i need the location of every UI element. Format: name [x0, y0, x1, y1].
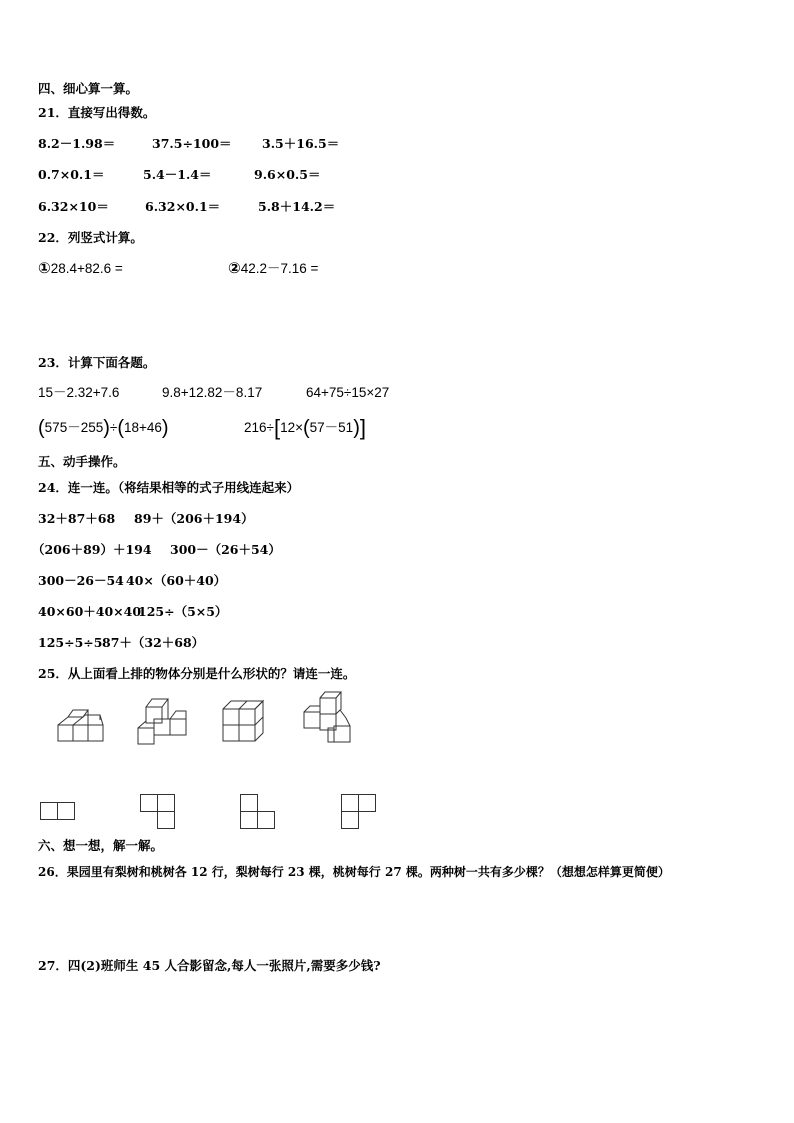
q23-expr-4-op: ÷	[109, 420, 118, 435]
q21-expr: 8.2－1.98＝	[38, 136, 116, 151]
q23-expr-2: 9.8+12.82－8.17	[162, 385, 263, 400]
cube-figure-4	[300, 690, 354, 746]
q24-right-expr: 40×（60＋40）	[126, 573, 227, 588]
q26-text: 26．果园里有梨树和桃树各 12 行，梨树每行 23 棵，桃树每行 27 棵。两种树一共有多少棵？（想想怎样算更简便）	[38, 865, 670, 879]
q21-expr: 3.5＋16.5＝	[262, 136, 340, 151]
q22-title: 22．列竖式计算。	[38, 230, 143, 245]
circled-number: ②	[228, 260, 241, 277]
q23-title: 23．计算下面各题。	[38, 355, 156, 370]
paren-open: (	[117, 417, 124, 439]
q23-expr-4	[38, 417, 169, 439]
q21-expr: 5.8＋14.2＝	[258, 199, 336, 214]
paren-open: (	[38, 417, 45, 439]
top-view-shape-2	[140, 794, 176, 830]
bracket-close: ]	[359, 415, 366, 440]
top-view-shape-1	[40, 802, 76, 820]
q24-title: 24．连一连。（将结果相等的式子用线连起来）	[38, 480, 300, 495]
q24-left-expr: 40×60＋40×40	[38, 604, 142, 619]
q22-expr: 28.4+82.6 =	[50, 261, 123, 276]
q21-expr: 9.6×0.5＝	[254, 167, 321, 182]
section-5-heading: 五、动手操作。	[38, 454, 126, 469]
q24-right-expr: 125÷（5×5）	[138, 604, 228, 619]
q24-left-expr: 32＋87＋68	[38, 511, 116, 526]
q22-item-1	[38, 261, 123, 277]
circled-number: ①	[38, 260, 51, 277]
q23-expr-4-part: 18+46	[124, 420, 162, 435]
paren-close: )	[353, 417, 360, 439]
q21-title: 21．直接写出得数。	[38, 105, 156, 120]
cube-figure-3	[220, 697, 270, 745]
top-view-shape-3	[240, 794, 276, 830]
q21-expr: 0.7×0.1＝	[38, 167, 105, 182]
q23-expr-5-part: 216÷	[244, 420, 274, 435]
q27-text: 27．四(2)班师生 45 人合影留念,每人一张照片,需要多少钱?	[38, 958, 381, 973]
paren-open: (	[302, 417, 310, 439]
q24-left-expr: 125÷5÷5	[38, 635, 103, 650]
q21-expr: 37.5÷100＝	[152, 136, 232, 151]
q25-title: 25．从上面看上排的物体分别是什么形状的？请连一连。	[38, 666, 356, 681]
q21-expr: 6.32×0.1＝	[145, 199, 221, 214]
section-6-heading: 六、想一想，解一解。	[38, 838, 164, 853]
q23-expr-3: 64+75÷15×27	[306, 385, 390, 400]
q22-expr: 42.2－7.16 =	[240, 261, 319, 276]
paren-close: )	[103, 417, 110, 439]
bracket-open: [	[273, 415, 281, 440]
section-4-heading: 四、细心算一算。	[38, 81, 139, 96]
q24-right-expr: 87＋（32＋68）	[102, 635, 205, 650]
q24-left-expr: （206＋89）＋194	[32, 542, 152, 557]
cube-figure-2	[136, 693, 188, 747]
q22-item-2	[228, 261, 318, 277]
q24-left-expr: 300－26－54	[38, 573, 124, 588]
cube-figure-1	[55, 700, 107, 744]
q23-expr-5-part: 57－51	[309, 420, 354, 435]
q24-right-expr: 89＋（206＋194）	[134, 511, 254, 526]
q21-expr: 6.32×10＝	[38, 199, 109, 214]
q24-right-expr: 300－（26＋54）	[170, 542, 281, 557]
top-view-shape-4	[341, 794, 377, 830]
q23-expr-1: 15－2.32+7.6	[38, 385, 120, 400]
q23-expr-4-part: 575－255	[44, 420, 104, 435]
q23-expr-5	[244, 415, 366, 440]
q23-expr-5-part: 12×	[280, 420, 303, 435]
paren-close: )	[161, 417, 169, 439]
q21-expr: 5.4－1.4＝	[143, 167, 212, 182]
